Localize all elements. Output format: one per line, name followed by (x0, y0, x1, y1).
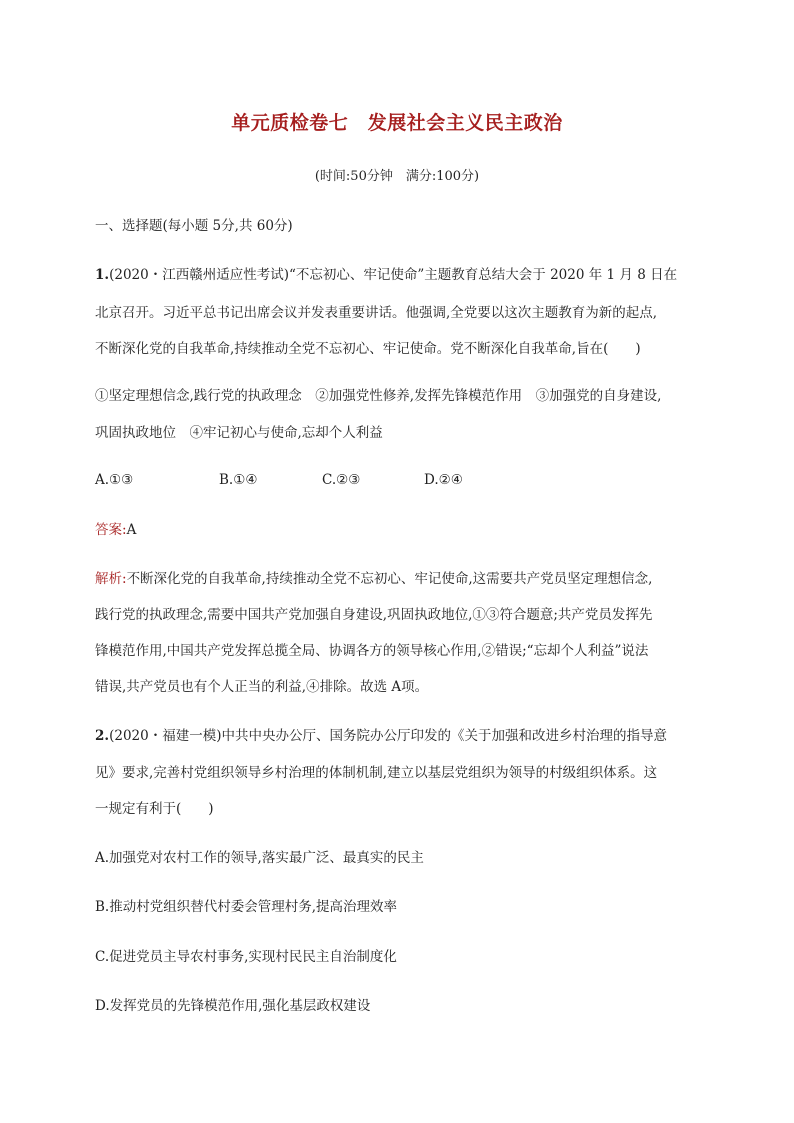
question-2-line-3: 一规定有利于( ) (95, 801, 214, 817)
exam-time-score: (时间:50分钟 满分:100分) (314, 169, 480, 184)
question-1-option-d: D.②④ (424, 472, 463, 488)
question-1-option-b: B.①④ (219, 472, 258, 488)
question-1-answer (95, 520, 136, 540)
question-1-line-3: 不断深化党的自我革命,持续推动全党不忘初心、牢记使命。党不断深化自我革命,旨在( ) (95, 341, 641, 357)
question-2-option-b: B.推动村党组织替代村委会管理村务,提高治理效率 (95, 899, 398, 915)
question-1-statement-line-1: ①坚定理想信念,践行党的执政理念 ②加强党性修养,发挥先锋模范作用 ③加强党的自身建设, (95, 388, 662, 404)
question-1-analysis-line-1: 解析:不断深化党的自我革命,持续推动全党不忘初心、牢记使命,这需要共产党员坚定理想信念, (95, 571, 653, 587)
question-1-line-2: 北京召开。习近平总书记出席会议并发表重要讲话。他强调,全党要以这次主题教育为新的起点, (95, 305, 658, 321)
question-1-analysis-line-3: 锋模范作用,中国共产党发挥总揽全局、协调各方的领导核心作用,②错误;“忘却个人利益”说法 (95, 643, 649, 659)
question-2-number: 2. (95, 728, 110, 744)
question-2-option-a: A.加强党对农村工作的领导,落实最广泛、最真实的民主 (95, 850, 424, 866)
question-1-line-1: 1.(2020・江西赣州适应性考试)“不忘初心、牢记使命”主题教育总结大会于 2020 年 1 月 8 日在 (95, 267, 678, 283)
answer-label: 答案: (95, 522, 127, 538)
question-1-statement-line-2: 巩固执政地位 ④牢记初心与使命,忘却个人利益 (95, 425, 383, 441)
question-2-option-c: C.促进党员主导农村事务,实现村民民主自治制度化 (95, 949, 397, 965)
question-1-number: 1. (95, 267, 110, 283)
question-1-analysis-line-4: 错误,共产党员也有个人正当的利益,④排除。故选 A项。 (95, 679, 429, 695)
analysis-label: 解析: (95, 571, 127, 587)
question-2-line-2: 见》要求,完善村党组织领导乡村治理的体制机制,建立以基层党组织为领导的村级组织体系。这 (95, 765, 658, 781)
question-2-line-1: 2.(2020・福建一模)中共中央办公厅、国务院办公厅印发的《关于加强和改进乡村治理的指导意 (95, 728, 667, 744)
question-1-option-a: A.①③ (95, 472, 134, 488)
question-1-analysis-line-2: 践行党的执政理念,需要中国共产党加强自身建设,巩固执政地位,①③符合题意;共产党员发挥先 (95, 607, 653, 623)
question-2-option-d: D.发挥党员的先锋模范作用,强化基层政权建设 (95, 998, 371, 1014)
answer-value: A (126, 522, 137, 538)
section-heading: 一、选择题(每小题 5分,共 60分) (95, 218, 293, 234)
page-title: 单元质检卷七 发展社会主义民主政治 (231, 112, 563, 134)
question-1-option-c: C.②③ (322, 472, 361, 488)
